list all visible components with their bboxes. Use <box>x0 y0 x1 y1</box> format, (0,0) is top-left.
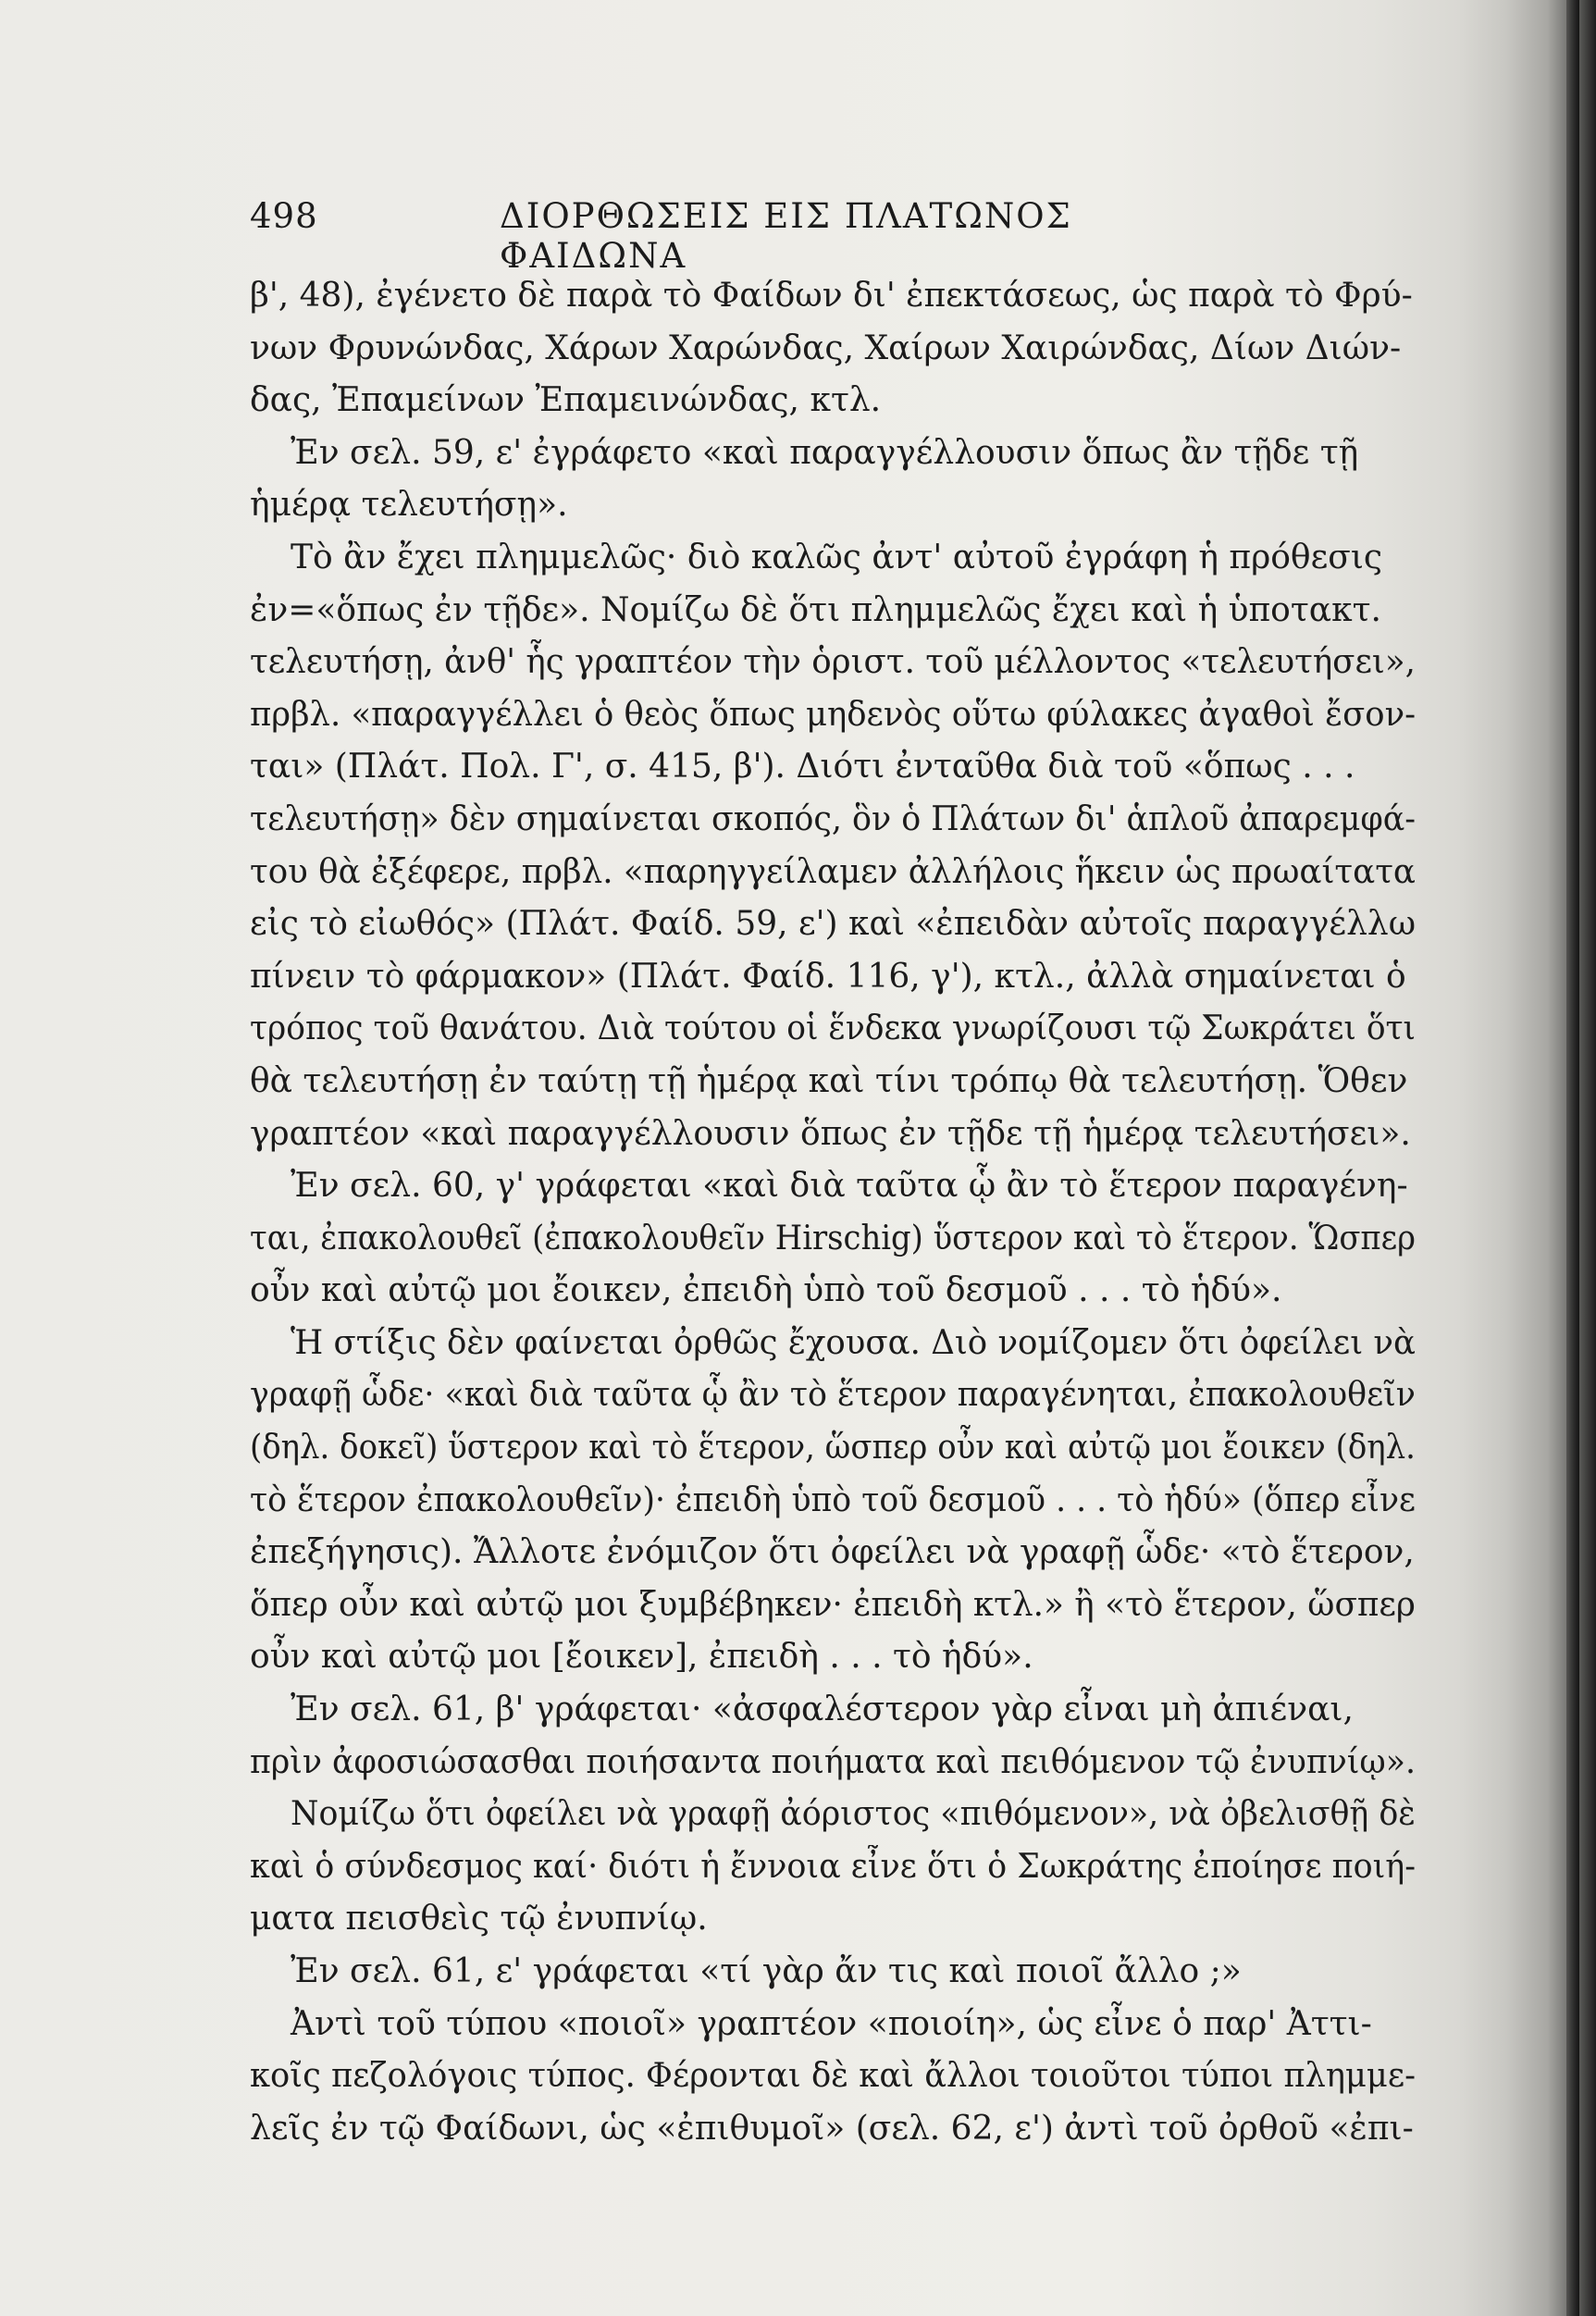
text-line: ματα πεισθεὶς τῷ ἐνυπνίῳ. <box>250 1900 708 1938</box>
text-line: πρὶν ἀφοσιώσασθαι ποιήσαντα ποιήματα καὶ πειθόμενον τῷ ἐνυπνίῳ». <box>250 1742 1416 1781</box>
text-line: οὖν καὶ αὐτῷ μοι [ἔοικεν], ἐπειδὴ . . . τὸ ἡδύ». <box>250 1638 1033 1677</box>
text-line: Ἐν σελ. 59, ε' ἐγράφετο «καὶ παραγγέλλουσιν ὅπως ἂν τῇδε τῇ <box>291 433 1359 472</box>
text-line: ἐν=«ὅπως ἐν τῇδε». Νομίζω δὲ ὅτι πλημμελῶς ἔχει καὶ ἡ ὑποτακτ. <box>250 590 1381 629</box>
text-line: καὶ ὁ σύνδεσμος καί· διότι ἡ ἔννοια εἶνε ὅτι ὁ Σωκράτης ἐποίησε ποιή- <box>250 1847 1416 1886</box>
text-line: θὰ τελευτήσῃ ἐν ταύτῃ τῇ ἡμέρᾳ καὶ τίνι τρόπῳ θὰ τελευτήσῃ. Ὅθεν <box>250 1061 1408 1100</box>
page-header <box>250 196 1194 276</box>
binding-edge <box>1566 0 1579 2316</box>
text-line: πίνειν τὸ φάρμακον» (Πλάτ. Φαίδ. 116, γ'), κτλ., ἀλλὰ σημαίνεται ὁ <box>250 957 1406 996</box>
text-line: τὸ ἕτερον ἐπακολουθεῖν)· ἐπειδὴ ὑπὸ τοῦ δεσμοῦ . . . τὸ ἡδύ» (ὅπερ εἶνε <box>250 1480 1416 1519</box>
text-line: γραφῇ ὧδε· «καὶ διὰ ταῦτα ᾧ ἂν τὸ ἕτερον παραγένηται, ἐπακολουθεῖν <box>250 1376 1416 1415</box>
body-text <box>250 270 1416 2155</box>
text-line: νων Φρυνώνδας, Χάρων Χαρώνδας, Χαίρων Χαιρώνδας, Δίων Διών- <box>250 328 1402 367</box>
text-line: Νομίζω ὅτι ὀφείλει νὰ γραφῇ ἀόριστος «πιθόμενον», νὰ ὀβελισθῇ δὲ <box>291 1795 1416 1834</box>
page-number: 498 <box>250 196 318 236</box>
text-line: πρβλ. «παραγγέλλει ὁ θεὸς ὅπως μηδενὸς οὕτω φύλακες ἀγαθοὶ ἔσον- <box>250 695 1416 734</box>
text-line: Ἐν σελ. 61, ε' γράφεται «τί γὰρ ἄν τις καὶ ποιοῖ ἄλλο ;» <box>291 1952 1242 1990</box>
text-line: Ἐν σελ. 60, γ' γράφεται «καὶ διὰ ταῦτα ᾧ ἂν τὸ ἕτερον παραγένη- <box>291 1167 1408 1206</box>
text-line: Ἐν σελ. 61, β' γράφεται· «ἀσφαλέστερον γὰρ εἶναι μὴ ἀπιέναι, <box>291 1691 1354 1729</box>
text-line: οὖν καὶ αὐτῷ μοι ἔοικεν, ἐπειδὴ ὑπὸ τοῦ δεσμοῦ . . . τὸ ἡδύ». <box>250 1271 1282 1310</box>
text-line: εἰς τὸ εἰωθός» (Πλάτ. Φαίδ. 59, ε') καὶ «ἐπειδὰν αὐτοῖς παραγγέλλω <box>250 905 1416 944</box>
text-line: ἐπεξήγησις). Ἄλλοτε ἐνόμιζον ὅτι ὀφείλει νὰ γραφῇ ὧδε· «τὸ ἕτερον, <box>250 1533 1415 1572</box>
text-line: τελευτήσῃ» δὲν σημαίνεται σκοπός, ὃν ὁ Πλάτων δι' ἁπλοῦ ἀπαρεμφά- <box>250 799 1416 838</box>
text-line: (δηλ. δοκεῖ) ὕστερον καὶ τὸ ἕτερον, ὥσπερ οὖν καὶ αὐτῷ μοι ἔοικεν (δηλ. <box>250 1429 1416 1468</box>
text-line: τελευτήσῃ, ἀνθ' ἧς γραπτέον τὴν ὁριστ. τοῦ μέλλοντος «τελευτήσει», <box>250 643 1416 682</box>
text-line: ται» (Πλάτ. Πολ. Γ', σ. 415, β'). Διότι ἐνταῦθα διὰ τοῦ «ὅπως . . . <box>250 748 1355 786</box>
running-title: ΔΙΟΡΘΩΣΕΙΣ ΕΙΣ ΠΛΑΤΩΝΟΣ ΦΑΙΔΩΝΑ <box>500 196 1072 276</box>
text-line: λεῖς ἐν τῷ Φαίδωνι, ὡς «ἐπιθυμοῖ» (σελ. 62, ε') ἀντὶ τοῦ ὀρθοῦ «ἐπι- <box>250 2109 1414 2148</box>
text-line: κοῖς πεζολόγοις τύπος. Φέρονται δὲ καὶ ἄλλοι τοιοῦτοι τύποι πλημμε- <box>250 2057 1416 2096</box>
text-line: Ἀντὶ τοῦ τύπου «ποιοῖ» γραπτέον «ποιοίη», ὡς εἶνε ὁ παρ' Ἀττι- <box>291 2004 1372 2043</box>
text-line: ἡμέρᾳ τελευτήσῃ». <box>250 486 568 525</box>
text-line: ται, ἐπακολουθεῖ (ἐπακολουθεῖν Hirschig) ὕστερον καὶ τὸ ἕτερον. Ὥσπερ <box>250 1219 1416 1257</box>
text-line: του θὰ ἐξέφερε, πρβλ. «παρηγγείλαμεν ἀλλήλοις ἥκειν ὡς πρωαίτατα <box>250 852 1416 891</box>
text-line: τρόπος τοῦ θανάτου. Διὰ τούτου οἱ ἕνδεκα γνωρίζουσι τῷ Σωκράτει ὅτι <box>250 1009 1416 1048</box>
text-line: β', 48), ἐγένετο δὲ παρὰ τὸ Φαίδων δι' ἐπεκτάσεως, ὡς παρὰ τὸ Φρύ- <box>250 277 1413 315</box>
text-line: γραπτέον «καὶ παραγγέλλουσιν ὅπως ἐν τῇδε τῇ ἡμέρᾳ τελευτήσει». <box>250 1114 1411 1153</box>
text-line: Τὸ ἂν ἔχει πλημμελῶς· διὸ καλῶς ἀντ' αὐτοῦ ἐγράφη ἡ πρόθεσις <box>291 538 1383 576</box>
text-line: ὅπερ οὖν καὶ αὐτῷ μοι ξυμβέβηκεν· ἐπειδὴ κτλ.» ἢ «τὸ ἕτερον, ὥσπερ <box>250 1585 1416 1624</box>
text-line: Ἡ στίξις δὲν φαίνεται ὀρθῶς ἔχουσα. Διὸ νομίζομεν ὅτι ὀφείλει νὰ <box>291 1323 1416 1362</box>
text-line: δας, Ἐπαμείνων Ἐπαμεινώνδας, κτλ. <box>250 381 882 420</box>
